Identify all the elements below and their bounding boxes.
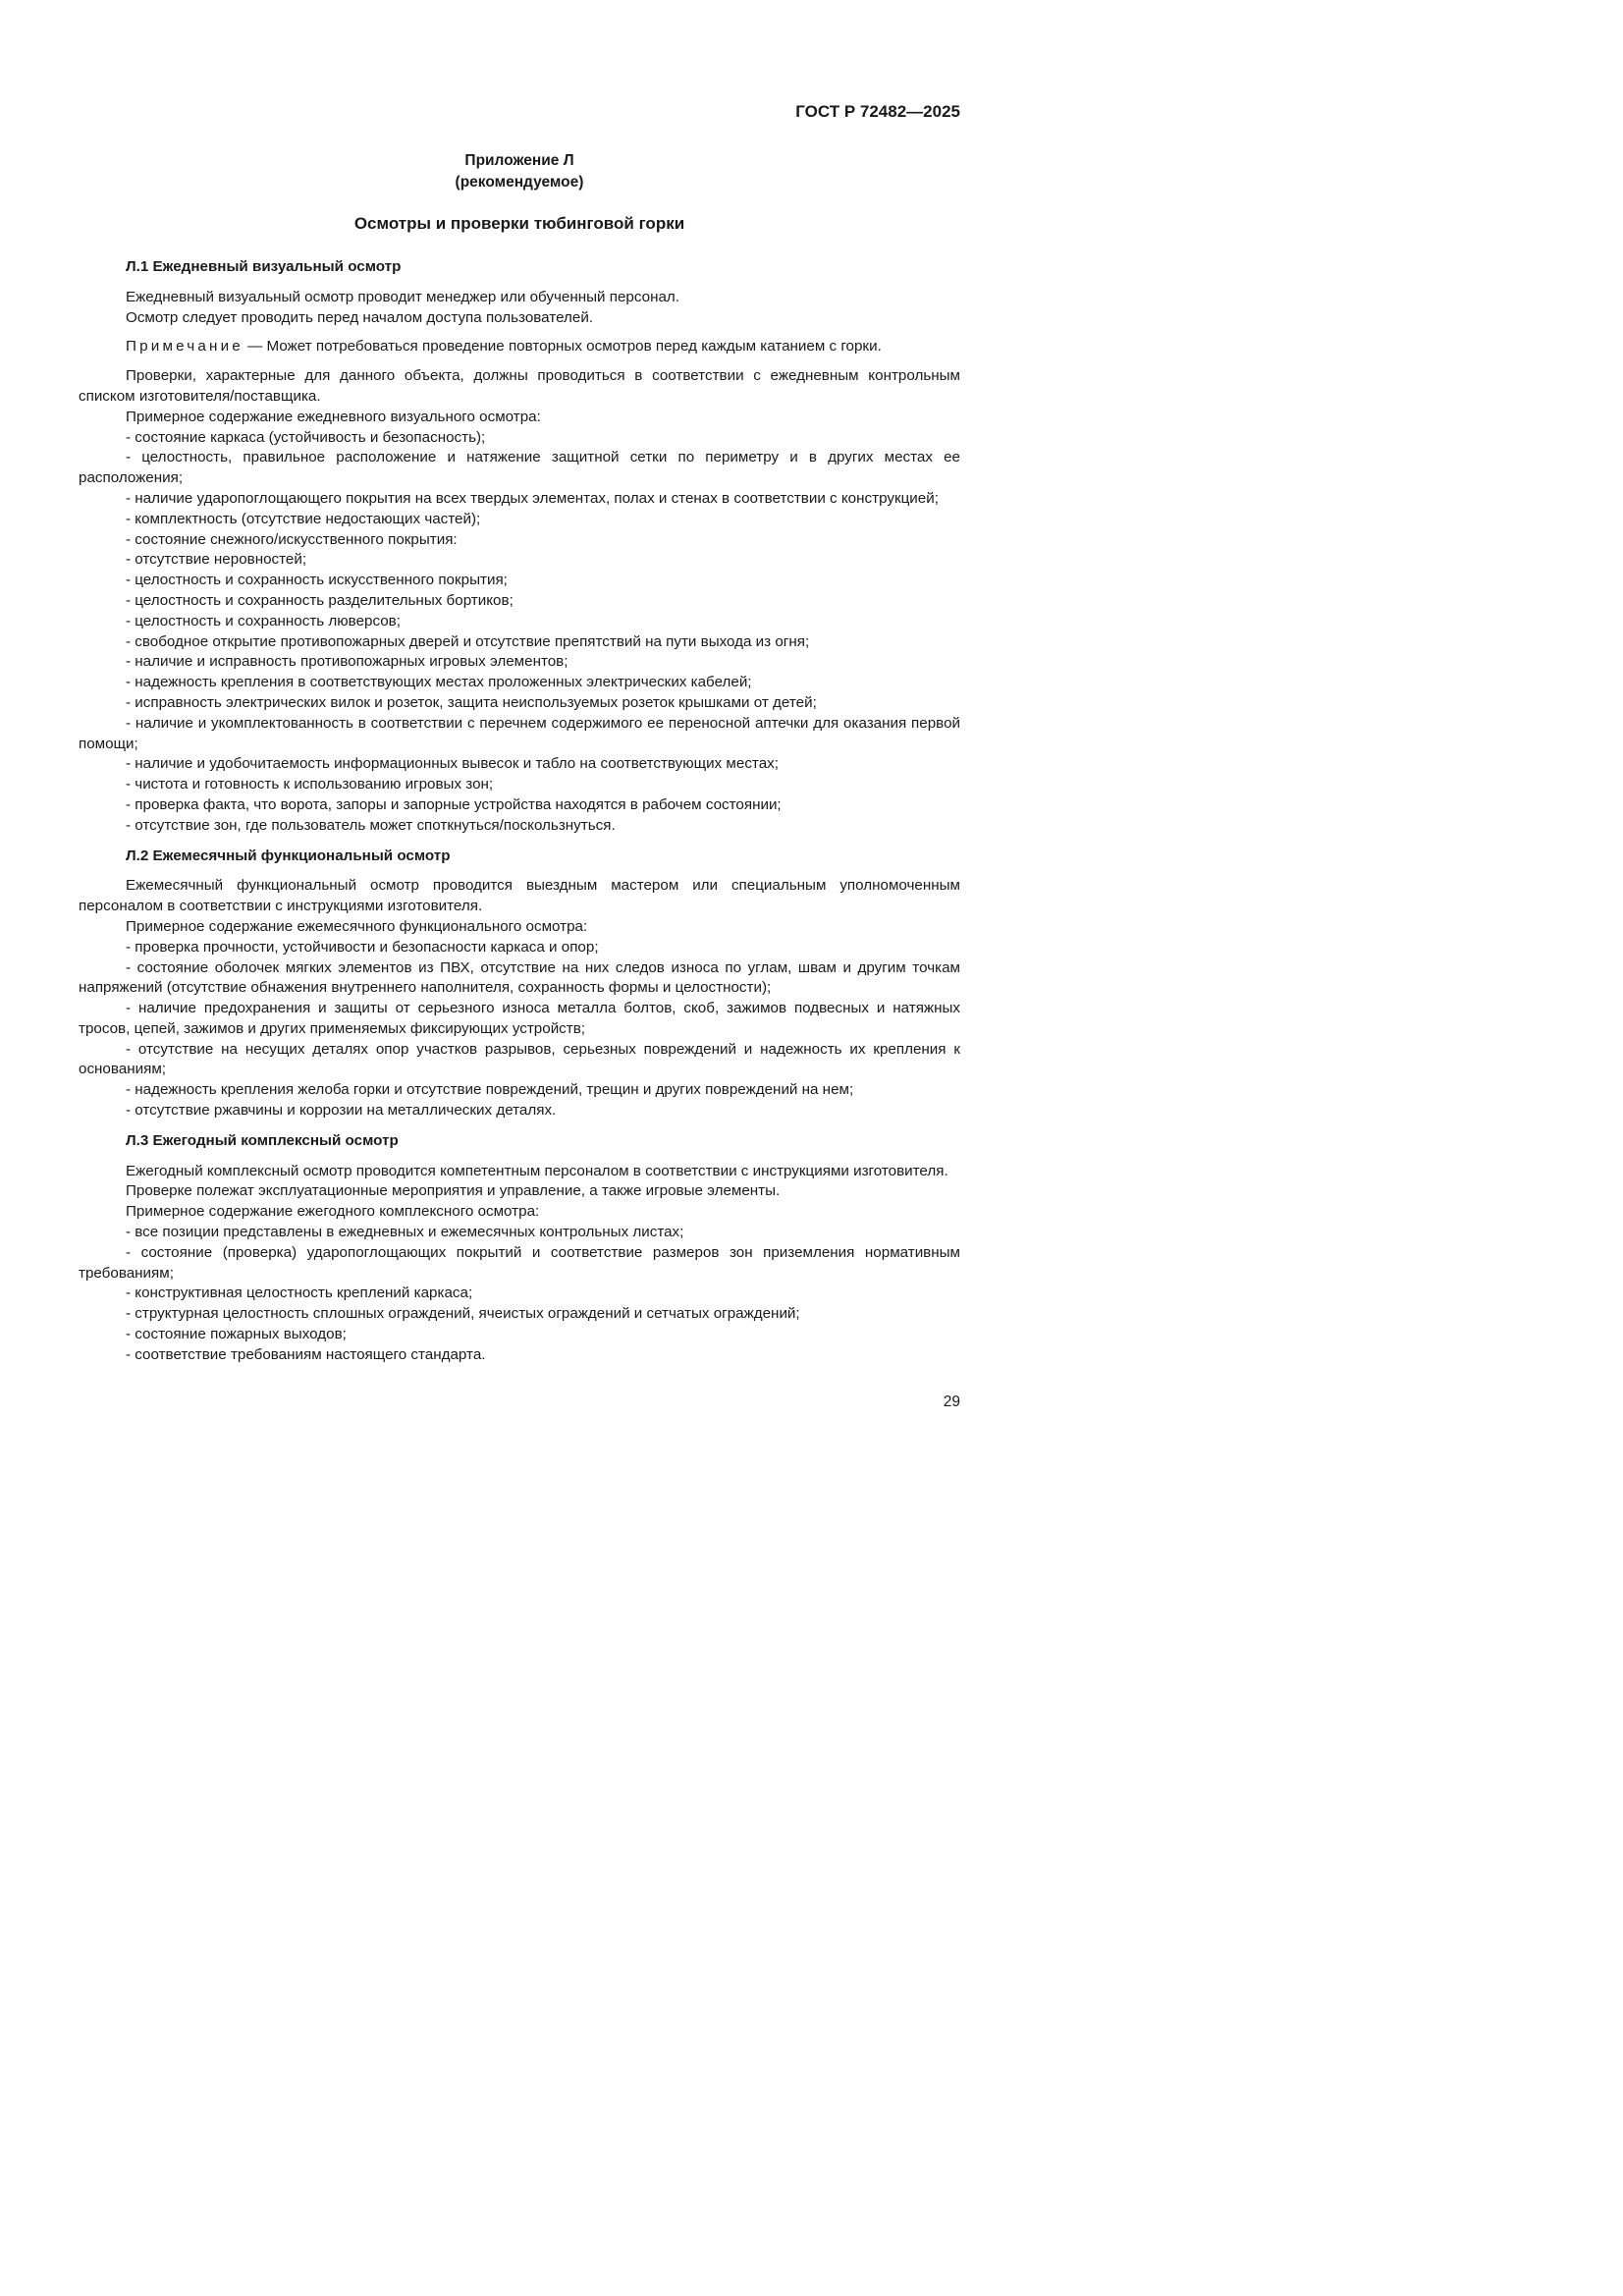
paragraph: Ежемесячный функциональный осмотр проводится выездным мастером или специальным уполномоченным персоналом в соответствии с инструкциями изготовителя. — [79, 877, 960, 915]
list-item: - отсутствие на несущих деталях опор участков разрывов, серьезных повреждений и надежность их крепления к основаниям; — [79, 1040, 960, 1078]
list-item: - свободное открытие противопожарных дверей и отсутствие препятствий на пути выхода из огня; — [126, 632, 810, 650]
list-item: - наличие и укомплектованность в соответствии с перечнем содержимого ее переносной аптечки для оказания первой помощи; — [79, 714, 960, 752]
note-label: Примечание — [126, 338, 243, 355]
paragraph: Примерное содержание ежемесячного функционального осмотра: — [126, 917, 588, 935]
list-item: - состояние каркаса (устойчивость и безопасность); — [126, 428, 486, 446]
list-item: - чистота и готовность к использованию игровых зон; — [126, 776, 494, 793]
list-item: - наличие предохранения и защиты от серьезного износа металла болтов, скоб, зажимов подвесных и натяжных тросов, цепей, зажимов и других применяемых фиксирующих устройств; — [79, 1000, 960, 1037]
appendix-status: (рекомендуемое) — [455, 174, 584, 191]
paragraph: Ежедневный визуальный осмотр проводит менеджер или обученный персонал. — [126, 288, 680, 305]
list-item: - надежность крепления в соответствующих местах проложенных электрических кабелей; — [126, 674, 752, 691]
list-item: - надежность крепления желоба горки и отсутствие повреждений, трещин и других повреждений на нем; — [126, 1081, 854, 1099]
paragraph: Примерное содержание ежедневного визуального осмотра: — [126, 408, 541, 425]
list-item: - целостность и сохранность искусственного покрытия; — [126, 572, 508, 589]
paragraph: Проверке полежат эксплуатационные мероприятия и управление, а также игровые элементы. — [126, 1182, 781, 1200]
list-item: - наличие и удобочитаемость информационных вывесок и табло на соответствующих местах; — [126, 755, 779, 773]
list-item: - исправность электрических вилок и розеток, защита неиспользуемых розеток крышками от детей; — [126, 693, 817, 711]
list-item: - соответствие требованиям настоящего стандарта. — [126, 1345, 486, 1363]
list-item: - отсутствие неровностей; — [126, 551, 307, 569]
list-item: - состояние (проверка) удaропоглощающих покрытий и соответствие размеров зон приземления нормативным требованиям; — [79, 1243, 960, 1282]
list-item: - структурная целостность сплошных ограждений, ячеистых ограждений и сетчатых ограждений; — [126, 1305, 800, 1323]
appendix-title: Приложение Л — [464, 152, 574, 169]
list-item: - отсутствие ржавчины и коррозии на металлических деталях. — [126, 1102, 557, 1120]
section-heading-3: Л.3 Ежегодный комплексный осмотр — [126, 1131, 399, 1149]
list-item: - наличие и исправность противопожарных игровых элементов; — [126, 653, 568, 671]
paragraph: Осмотр следует проводить перед началом доступа пользователей. — [126, 308, 594, 326]
list-item: - проверка факта, что ворота, запоры и запорные устройства находятся в рабочем состоянии; — [126, 795, 782, 813]
list-item: - целостность и сохранность люверсов; — [126, 612, 401, 629]
paragraph: Примерное содержание ежегодного комплексного осмотра: — [126, 1203, 540, 1221]
standard-number: ГОСТ Р 72482—2025 — [795, 102, 960, 121]
list-item: - проверка прочности, устойчивости и безопасности каркаса и опор; — [126, 938, 599, 956]
appendix-heading — [79, 150, 960, 193]
document-title: Осмотры и проверки тюбинговой горки — [353, 214, 685, 233]
list-item: - целостность и сохранность разделительных бортиков; — [126, 591, 514, 609]
paragraph: Ежегодный комплексный осмотр проводится компетентным персоналом в соответствии с инструкциями изготовителя. — [126, 1162, 948, 1179]
list-item: - комплектность (отсутствие недостающих частей); — [126, 510, 481, 527]
document-body — [79, 257, 960, 1366]
list-item: - состояние пожарных выходов; — [126, 1326, 347, 1343]
paragraph: Проверки, характерные для данного объекта, должны проводиться в соответствии с ежедневным контрольным списком изготовителя/поставщика. — [79, 367, 960, 405]
note-text: — Может потребоваться проведение повторных осмотров перед каждым катанием с горки. — [243, 338, 882, 355]
list-item: - отсутствие зон, где пользователь может споткнуться/поскользнуться. — [126, 816, 616, 834]
page-number: 29 — [943, 1394, 960, 1410]
list-item: - наличие ударопоглощающего покрытия на всех твердых элементах, полах и стенах в соответствии с конструкцией; — [126, 489, 939, 507]
section-heading-2: Л.2 Ежемесячный функциональный осмотр — [126, 847, 451, 864]
list-item: - все позиции представлены в ежедневных и ежемесячных контрольных листах; — [126, 1224, 684, 1241]
list-item: - состояние оболочек мягких элементов из ПВХ, отсутствие на них следов износа по углам, швам и другим точкам напряжений (отсутствие обнажения внутреннего наполнителя, сохранность формы и целостности); — [79, 958, 960, 997]
note — [79, 337, 960, 357]
list-item: - конструктивная целостность креплений каркаса; — [126, 1285, 473, 1302]
list-item: - состояние снежного/искусственного покрытия: — [126, 530, 458, 548]
section-heading-1: Л.1 Ежедневный визуальный осмотр — [126, 258, 402, 275]
list-item: - целостность, правильное расположение и натяжение защитной сетки по периметру и в других местах ее расположения; — [79, 449, 960, 487]
